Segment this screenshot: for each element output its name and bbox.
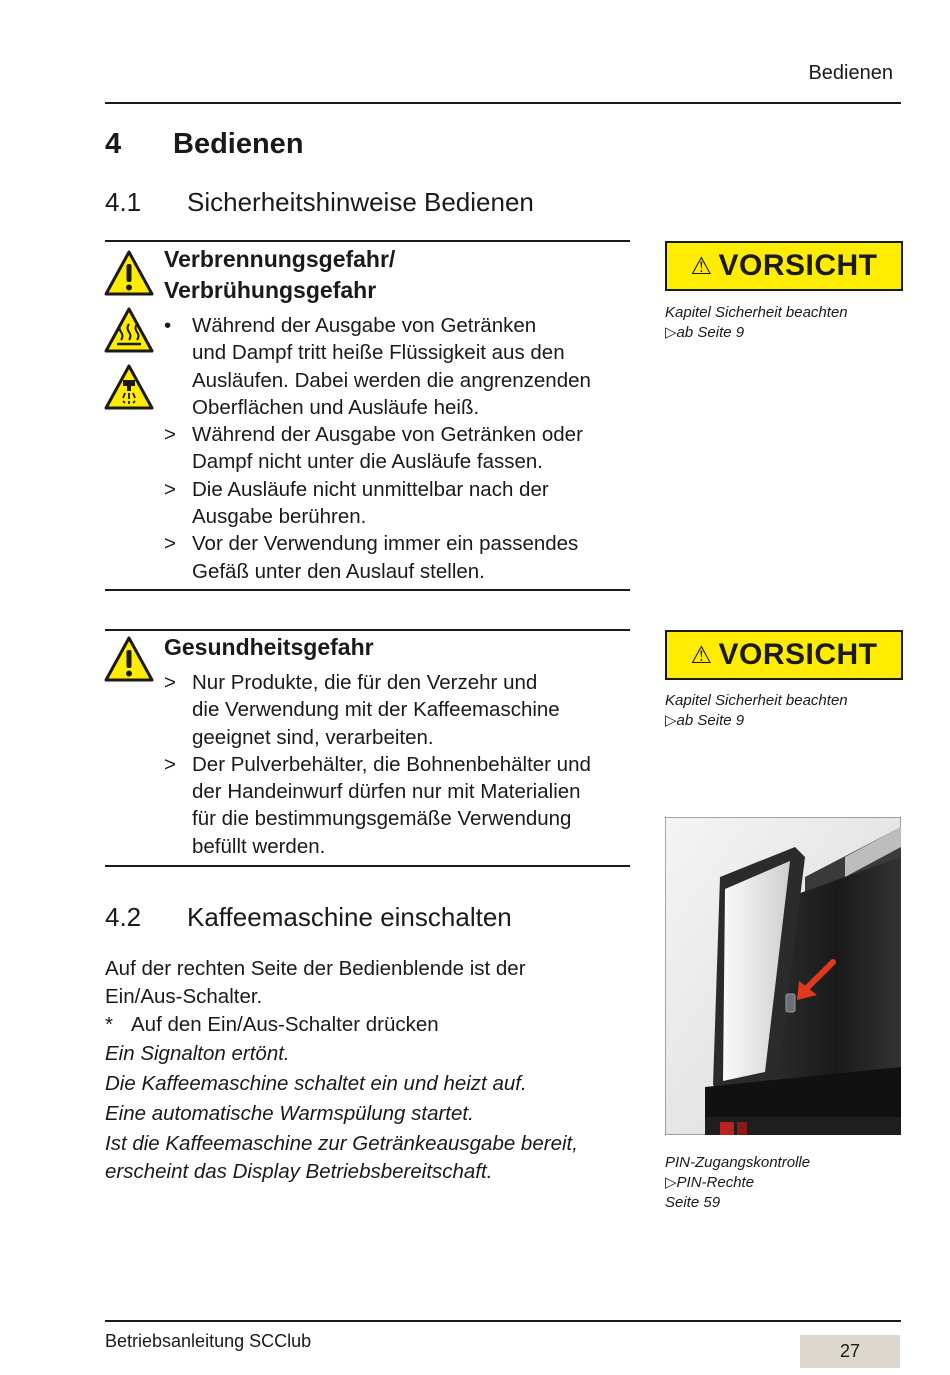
section-number: 4.2 [105, 902, 142, 932]
list-item-line: Ausläufen. Dabei werden die angrenzenden [192, 368, 591, 392]
list-item-line: Während der Ausgabe von Getränken [192, 314, 537, 337]
list-item-line: Die Ausläufe nicht unmittelbar nach der [192, 477, 549, 501]
result-text: Die Kaffeemaschine schaltet ein und heizt auf. [105, 1072, 527, 1095]
result-text: erscheint das Display Betriebsbereitschaft. [105, 1160, 493, 1183]
chapter-number: 4 [105, 128, 122, 160]
warning-triangle-icon [104, 250, 154, 296]
photo-caption [665, 1153, 810, 1213]
running-header: Bedienen [808, 62, 893, 84]
bullet-marker: • [164, 314, 172, 337]
list-item-line: für die bestimmungsgemäße Verwendung [192, 807, 572, 831]
action-marker: > [164, 671, 176, 694]
page-number: 27 [800, 1335, 900, 1368]
intro-text: Ein/Aus-Schalter. [105, 985, 263, 1008]
cross-reference-text: Kapitel Sicherheit beachten [665, 304, 848, 321]
warning2-bottom-rule [105, 865, 630, 867]
list-item-line: Gefäß unter den Auslauf stellen. [192, 559, 485, 583]
list-item [104, 530, 634, 585]
caption-text: PIN-Zugangskontrolle [665, 1154, 811, 1171]
warning1-top-rule [105, 240, 630, 242]
caution-label: VORSICHT [718, 249, 878, 282]
step-marker: * [105, 1013, 113, 1036]
list-item-line: Der Pulverbehälter, die Bohnenbehälter und [192, 752, 591, 776]
section-number: 4.1 [105, 187, 142, 217]
header-rule [105, 102, 901, 104]
caption-text: Seite 59 [665, 1194, 721, 1211]
caution-badge [665, 630, 903, 680]
list-item-line: geeignet sind, verarbeiten. [192, 725, 434, 749]
list-item [104, 669, 634, 751]
footer-doc-title: Betriebsanleitung SCClub [105, 1331, 312, 1351]
action-marker: > [164, 532, 176, 556]
list-item-line: und Dampf tritt heiße Flüssigkeit aus den [192, 341, 565, 365]
list-item-line: Oberflächen und Ausläufe heiß. [192, 395, 480, 419]
action-marker: > [164, 752, 176, 776]
warning1-list [104, 312, 634, 585]
step-text: Auf den Ein/Aus-Schalter drücken [131, 1013, 439, 1036]
warning2-top-rule [105, 629, 630, 631]
list-item [104, 751, 634, 860]
cross-reference-link[interactable]: ▷ab Seite 9 [665, 324, 745, 341]
list-item [104, 476, 634, 531]
warning1-title-line1: Verbrennungsgefahr/ [164, 246, 396, 272]
section-heading-4-1 [105, 187, 534, 218]
caution-triangle-icon: ⚠ [690, 252, 713, 280]
instruction-step [105, 1011, 645, 1039]
list-item-line: die Verwendung mit der Kaffeemaschine [192, 698, 560, 722]
warning2-list [104, 669, 634, 860]
result-text: Ist die Kaffeemaschine zur Getränkeausgabe bereit, [105, 1132, 578, 1155]
caution1-note [665, 303, 848, 343]
coffee-machine-photo [665, 817, 901, 1135]
section2-body [105, 955, 645, 1186]
chapter-heading [105, 128, 304, 161]
list-item [104, 312, 634, 421]
warning1-title [164, 244, 395, 306]
cross-reference-link[interactable]: ▷ab Seite 9 [665, 712, 745, 729]
list-item-line: Während der Ausgabe von Getränken oder [192, 423, 583, 447]
cross-reference-text: Kapitel Sicherheit beachten [665, 692, 848, 709]
warning2-title: Gesundheitsgefahr [164, 634, 374, 660]
list-item-line: befüllt werden. [192, 834, 326, 858]
list-item [104, 421, 634, 476]
footer-rule [105, 1320, 901, 1322]
warning1-title-line2: Verbrühungsgefahr [164, 277, 377, 303]
action-marker: > [164, 423, 176, 447]
cross-reference-link[interactable]: ▷PIN-Rechte [665, 1174, 755, 1191]
result-text: Ein Signalton ertönt. [105, 1042, 290, 1065]
caution-badge [665, 241, 903, 291]
list-item-line: Dampf nicht unter die Ausläufe fassen. [192, 450, 543, 474]
section-title: Kaffeemaschine einschalten [187, 902, 512, 932]
action-marker: > [164, 477, 176, 501]
intro-text: Auf der rechten Seite der Bedienblende ist der [105, 957, 526, 980]
list-item-line: Vor der Verwendung immer ein passendes [192, 532, 579, 556]
warning1-bottom-rule [105, 589, 630, 591]
list-item-line: der Handeinwurf dürfen nur mit Materialien [192, 780, 581, 804]
list-item-line: Nur Produkte, die für den Verzehr und [192, 671, 538, 694]
caution-triangle-icon: ⚠ [690, 641, 713, 669]
caution-label: VORSICHT [718, 638, 878, 671]
caution2-note [665, 691, 848, 731]
result-text: Eine automatische Warmspülung startet. [105, 1102, 474, 1125]
section-heading-4-2 [105, 902, 512, 933]
list-item-line: Ausgabe berühren. [192, 505, 367, 529]
section-title: Sicherheitshinweise Bedienen [187, 187, 534, 217]
chapter-title: Bedienen [173, 128, 304, 160]
